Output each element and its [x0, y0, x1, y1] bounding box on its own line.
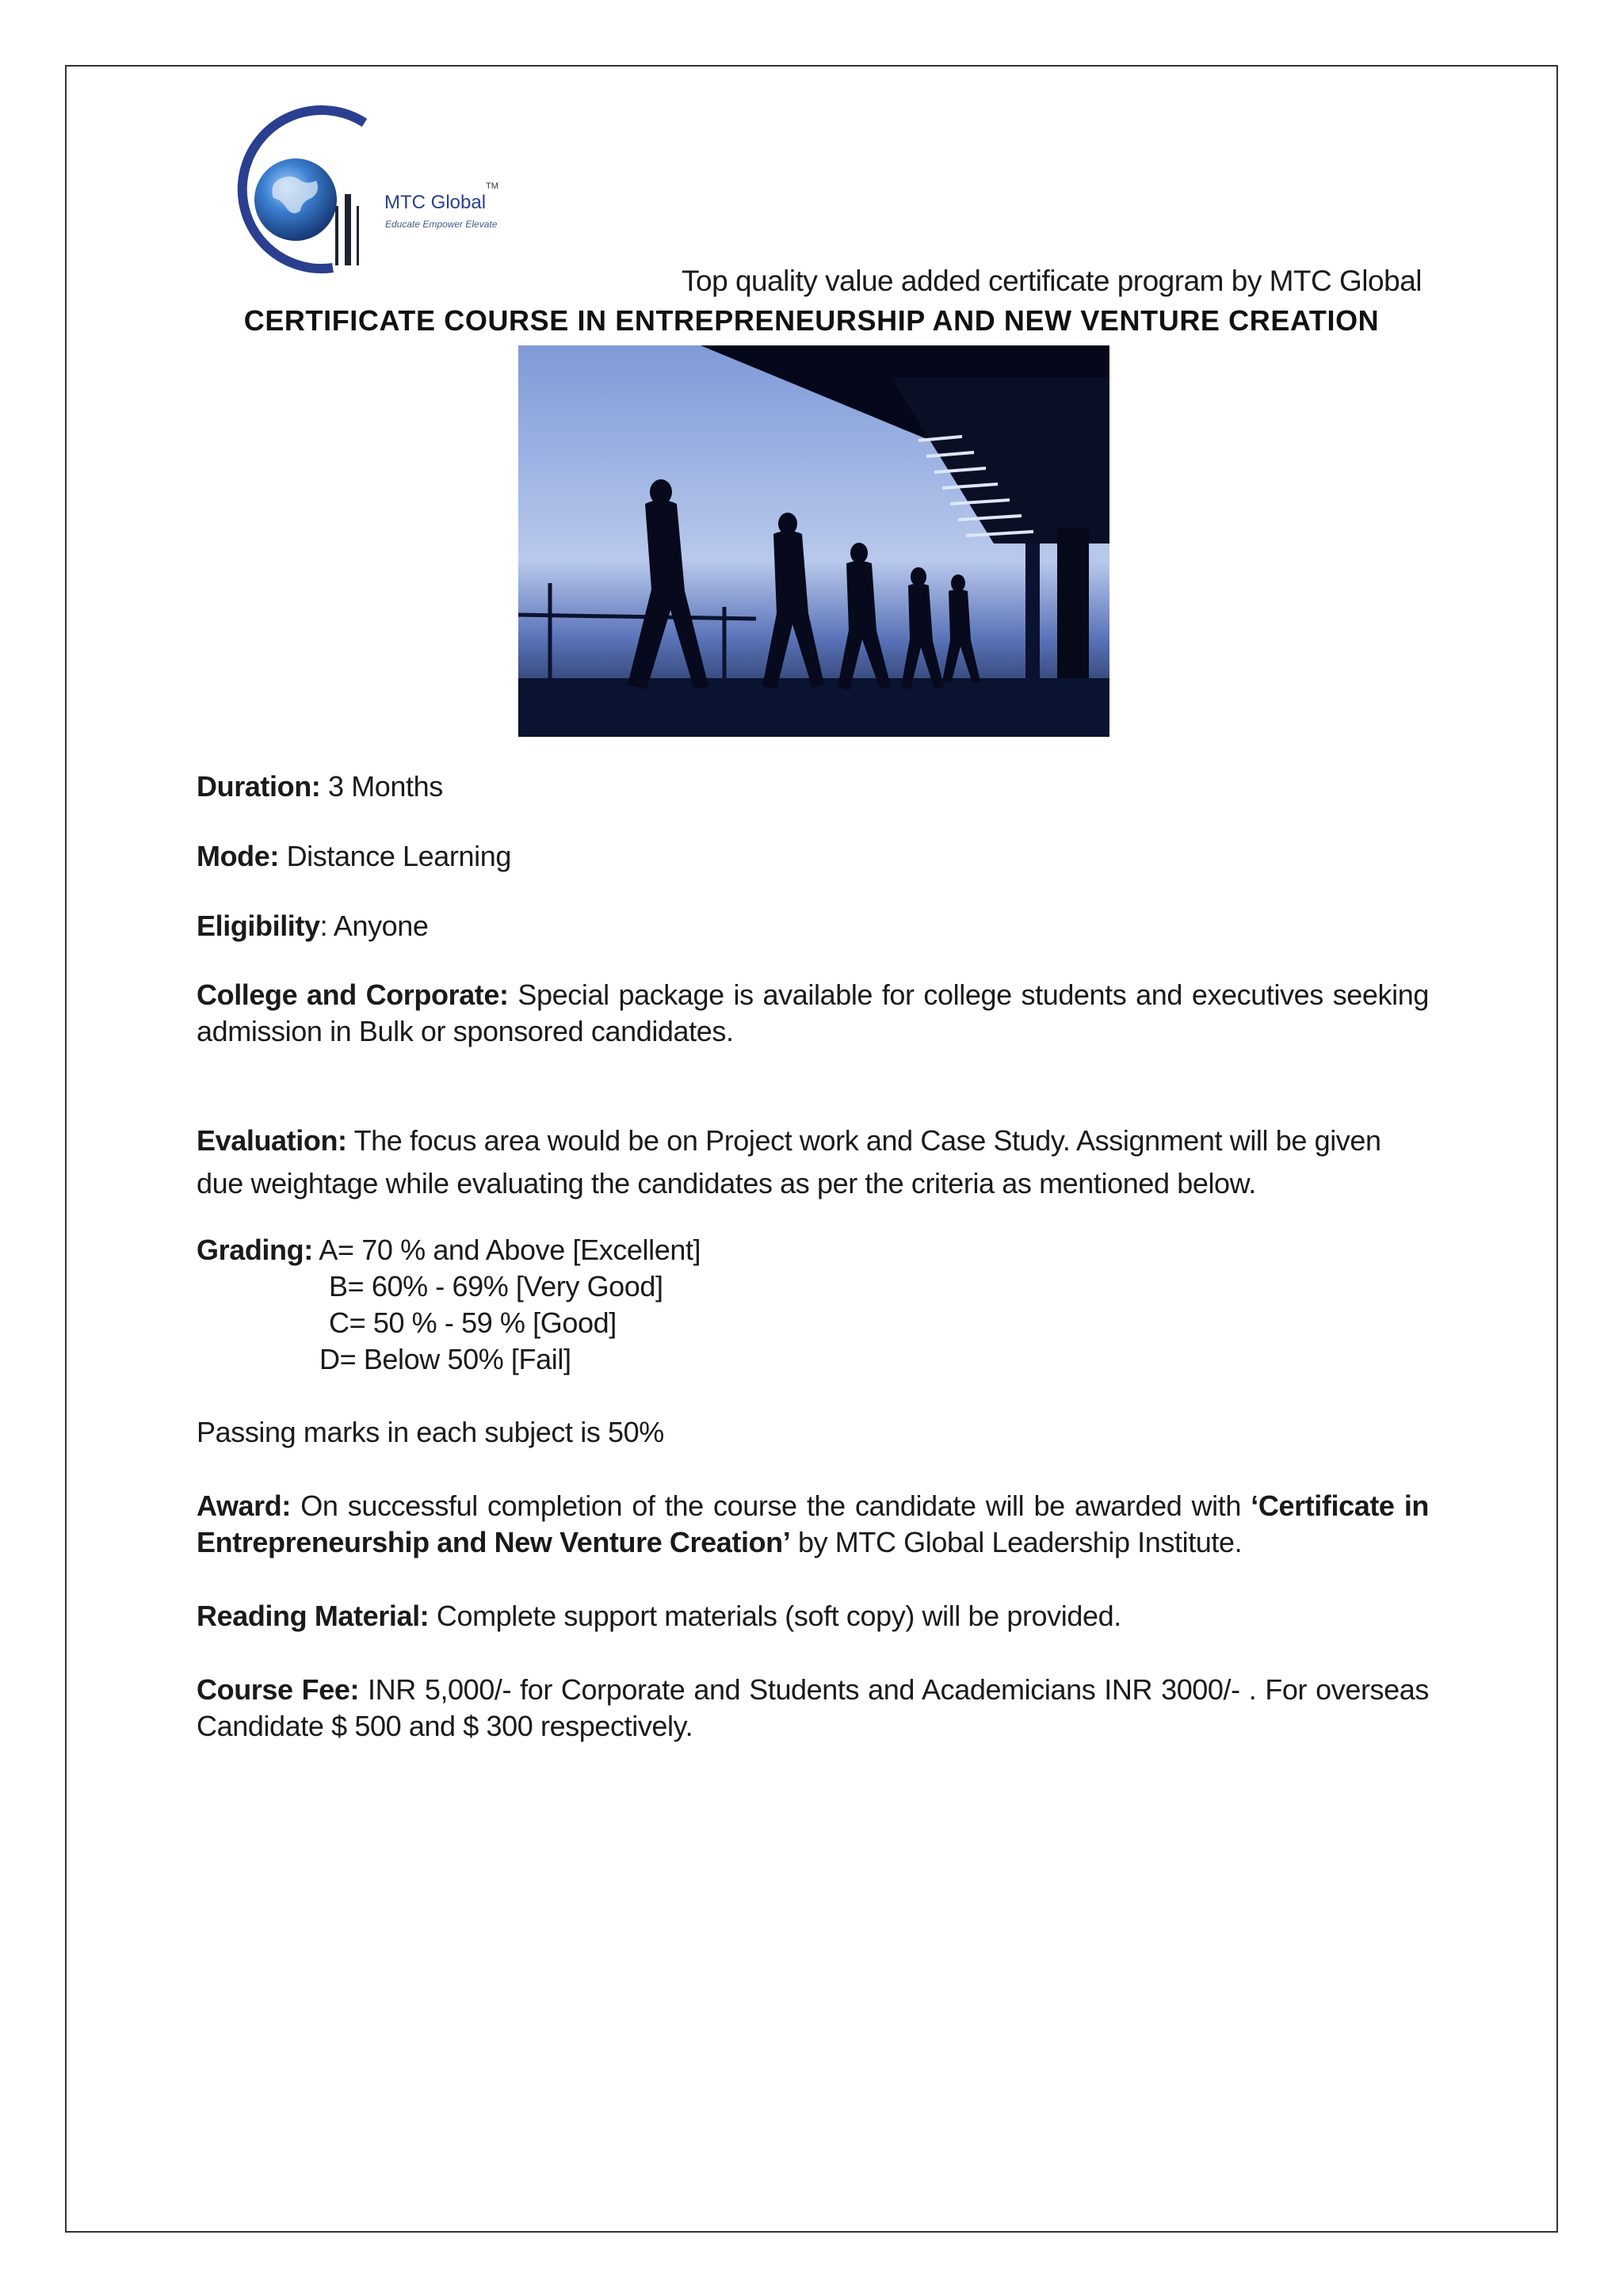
- award-certificate: ‘Certificate in Entrepreneurship and New Venture Creation’: [197, 1489, 1430, 1558]
- grade-c: C= 50 % - 59 % [Good]: [329, 1306, 617, 1339]
- award-label: Award:: [197, 1489, 291, 1522]
- tagline: Top quality value added certificate program by MTC Global: [682, 265, 1422, 297]
- evaluation-label: Evaluation:: [197, 1124, 347, 1157]
- award-pre: On successful completion of the course the candidate will be awarded with: [290, 1489, 1251, 1522]
- logo-slogan: Educate Empower Elevate: [385, 219, 498, 230]
- eligibility-label: Eligibility: [197, 910, 320, 942]
- eligibility-field: [197, 908, 1429, 944]
- reading-field: [197, 1598, 1429, 1634]
- award-field: [197, 1488, 1429, 1561]
- grade-d: D= Below 50% [Fail]: [319, 1343, 571, 1375]
- fee-field: [197, 1672, 1429, 1745]
- logo-name: MTC Global: [384, 192, 487, 213]
- logo-trademark: TM: [486, 181, 498, 191]
- duration-value: 3 Months: [320, 770, 443, 803]
- duration-label: Duration:: [197, 770, 321, 803]
- duration-field: [197, 769, 1429, 805]
- eligibility-value: : Anyone: [319, 910, 429, 942]
- mode-field: [197, 838, 1429, 875]
- course-title: CERTIFICATE COURSE IN ENTREPRENEURSHIP AND NEW VENTURE CREATION: [243, 304, 1380, 337]
- college-corporate-value: Special package is available for college students and executives seeking admission in Bulk or sponsored candidates.: [197, 978, 1429, 1047]
- passing-field: [197, 1414, 1429, 1451]
- mode-value: Distance Learning: [278, 840, 511, 872]
- grading-field: [197, 1232, 1429, 1378]
- grade-b: B= 60% - 69% [Very Good]: [329, 1270, 663, 1302]
- evaluation-field: [197, 1119, 1429, 1205]
- fee-label: Course Fee:: [197, 1673, 360, 1706]
- reading-label: Reading Material:: [197, 1600, 430, 1632]
- reading-value: Complete support materials (soft copy) will be provided.: [429, 1600, 1121, 1632]
- logo-bar: [345, 194, 351, 265]
- grading-label: Grading:: [197, 1234, 313, 1266]
- passing-text: Passing marks in each subject is 50%: [197, 1416, 664, 1448]
- hero-image: [518, 345, 1109, 737]
- evaluation-value: The focus area would be on Project work and Case Study. Assignment will be given due weightage while evaluating the candidates as per the criteria as mentioned below.: [197, 1124, 1381, 1199]
- mode-label: Mode:: [197, 840, 279, 872]
- logo-bar: [357, 206, 359, 265]
- logo-bar: [335, 206, 338, 265]
- college-corporate-label: College and Corporate:: [197, 978, 509, 1011]
- award-post: by MTC Global Leadership Institute.: [790, 1526, 1243, 1558]
- fee-value: INR 5,000/- for Corporate and Students and Academicians INR 3000/- . For overseas Candidate $ 500 and $ 300 respectively.: [197, 1673, 1429, 1742]
- grade-a: A= 70 % and Above [Excellent]: [319, 1234, 701, 1266]
- college-corporate-field: [197, 977, 1429, 1050]
- mtc-global-logo: [202, 95, 551, 285]
